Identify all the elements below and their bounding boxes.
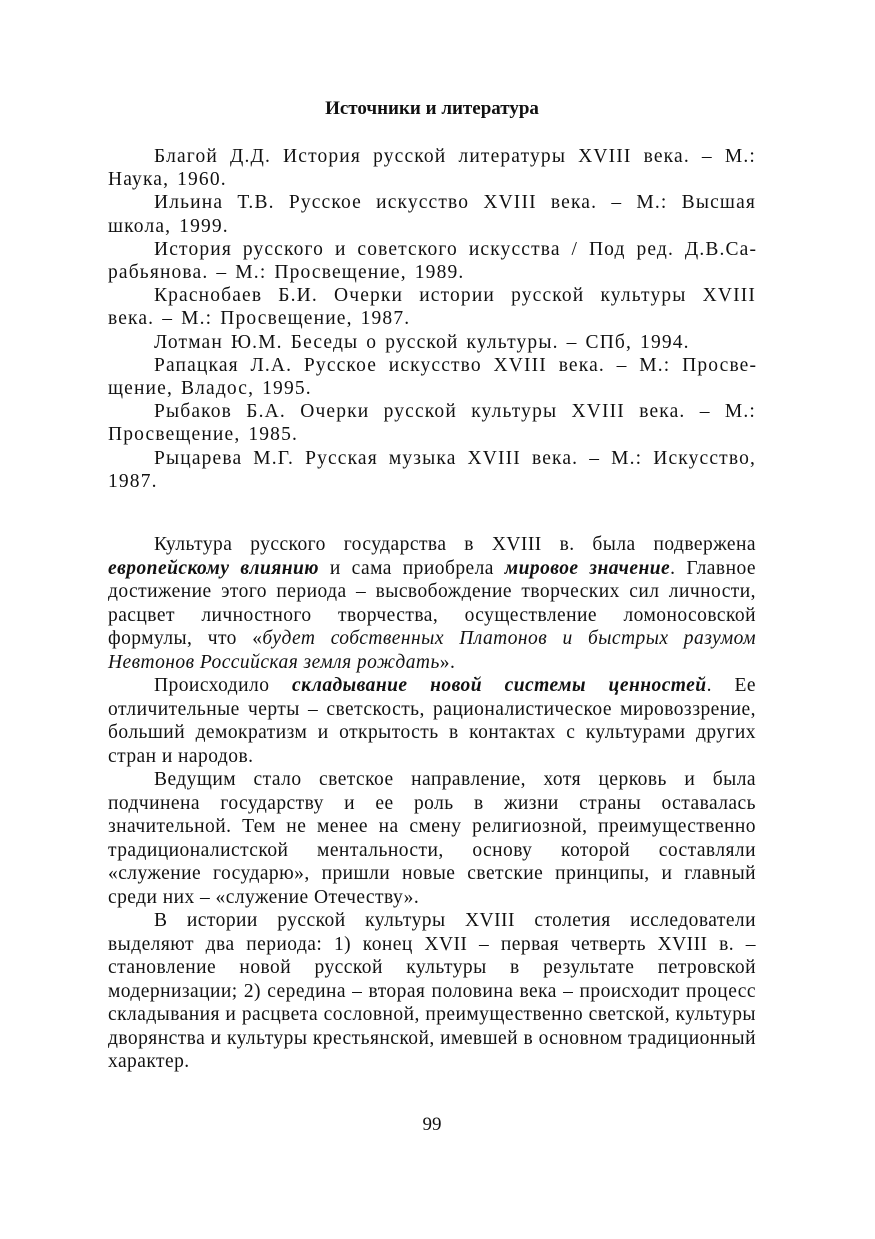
bibliography-entry: Краснобаев Б.И. Очерки истории русской культуры XVIII века. – М.: Просвещение, 1987. xyxy=(108,285,756,330)
paragraph-two-periods: В истории русской культуры XVIII столетия исследователи выделяют два периода: 1) конец XVII – первая четверть XVIII в. – становление новой русской культуры в результате петровской модернизации; 2) середина – вторая половина века – происходит процесс складывания и расцвета сословной, преимущественно светской, культуры дворянства и культуры крестьянской, имевшей в основном традиционный характер. xyxy=(108,910,756,1073)
bibliography-entry: Рыцарева М.Г. Русская музыка XVIII века. – М.: Искусство, 1987. xyxy=(108,447,756,492)
emphasis-european-influence: европейскому влиянию xyxy=(108,557,319,579)
text-run: Культура русского государства в XVIII в. была подвержена xyxy=(154,534,756,556)
page-number: 99 xyxy=(422,1114,442,1135)
text-run: . Ее отличительные черты – светскость, рационалистическое мировоззрение, больший демократизм и открытость в контактах с культурами других стран и народов. xyxy=(108,675,756,767)
emphasis-world-significance: мировое значение xyxy=(504,557,671,579)
bibliography-list xyxy=(108,145,756,493)
bibliography-entry: Рапацкая Л.А. Русское искусство XVIII века. – М.: Просвещение, Владос, 1995. xyxy=(108,354,756,400)
main-text xyxy=(108,533,756,1074)
bibliography-entry: Лотман Ю.М. Беседы о русской культуры. – СПб, 1994. xyxy=(154,331,690,353)
bibliography-entry: История русского и советского искусства / Под ред. Д.В.Сарабьянова. – М.: Просвещение, 1989. xyxy=(108,238,756,284)
text-run: ». xyxy=(439,651,456,673)
paragraph-secular-direction: Ведущим стало светское направление, хотя церковь и была подчинена государству и ее роль в жизни страны оставалась значительной. Тем не менее на смену религиозной, преимущественно традиционалистской ментальности, основу которой составляли «служение государю», пришли новые светские принципы, и главный среди них – «служение Отечеству». xyxy=(108,769,756,908)
paragraph-european-influence xyxy=(108,533,756,674)
text-run: и сама приобрела xyxy=(319,557,505,579)
text-run: Происходило xyxy=(154,675,293,697)
book-page xyxy=(108,96,756,1206)
paragraph-new-values xyxy=(108,674,756,768)
text-run: . Главное достижение этого периода – высвобождение творческих сил личности, расцвет личностного творчества, осуществление ломоносовской формулы, что « xyxy=(108,557,757,650)
emphasis-new-value-system: складывание новой системы ценностей xyxy=(292,675,707,697)
lomonosov-quote: будет собственных Платонов и быстрых разумом Невтонов Российская земля рождать xyxy=(108,628,756,673)
section-heading: Источники и литература xyxy=(325,98,539,119)
bibliography-entry: Благой Д.Д. История русской литературы XVIII века. – М.: Наука, 1960. xyxy=(108,146,756,191)
bibliography-entry: Ильина Т.В. Русское искусство XVIII века. – М.: Высшая школа, 1999. xyxy=(108,192,756,237)
bibliography-entry: Рыбаков Б.А. Очерки русской культуры XVIII века. – М.: Просвещение, 1985. xyxy=(108,401,756,446)
